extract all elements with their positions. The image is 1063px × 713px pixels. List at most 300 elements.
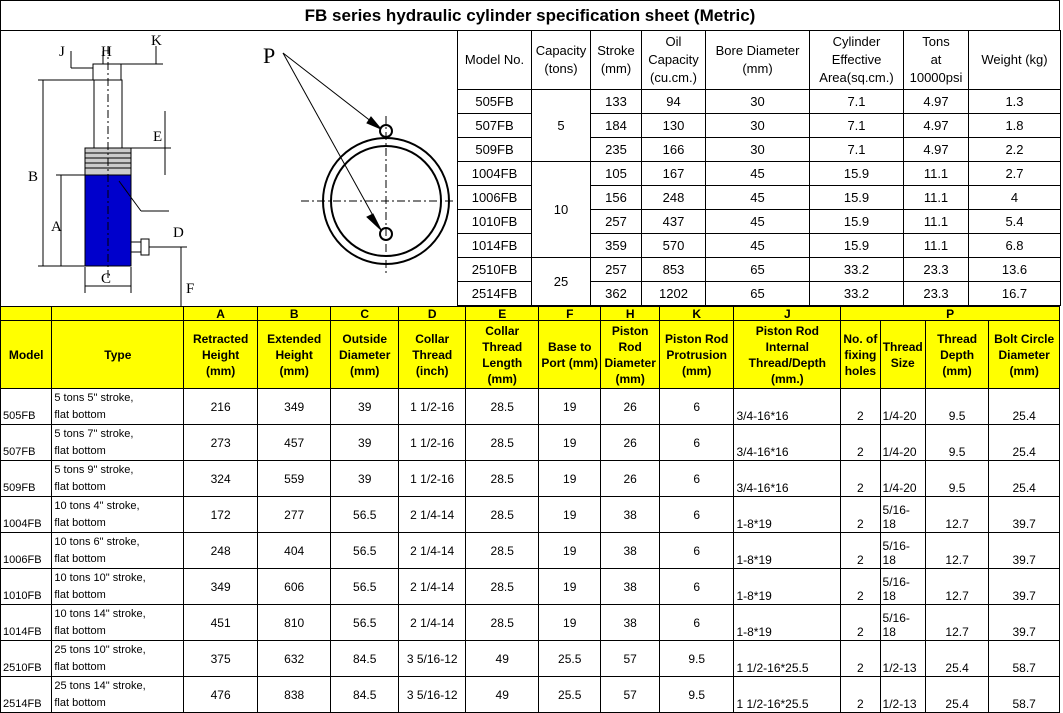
- header-line: Cylinder: [832, 34, 881, 49]
- header-line: Piston: [611, 323, 649, 338]
- header-line: Bolt Circle: [994, 331, 1055, 346]
- model-cell: 1014FB: [458, 234, 532, 258]
- header-line: Rod: [618, 339, 642, 354]
- thread-depth-cell: 1-8*19: [734, 497, 841, 533]
- model-cell: 507FB: [1, 425, 52, 461]
- fixing-holes-cell: 2: [841, 461, 880, 497]
- header-line: Extended: [267, 331, 322, 346]
- dim-a-cell: 451: [184, 605, 258, 641]
- dimension-letter: [52, 307, 184, 321]
- model-cell: 507FB: [458, 114, 532, 138]
- dim-b-cell: 349: [257, 389, 331, 425]
- bolt-circle-cell: 39.7: [989, 605, 1060, 641]
- header-line: Thread: [482, 339, 523, 354]
- model-cell: 2510FB: [1, 641, 52, 677]
- thread-depth-cell: 3/4-16*16: [734, 389, 841, 425]
- type-line: 5 tons 5" stroke,: [54, 391, 134, 404]
- header-line: Retracted: [192, 331, 249, 346]
- stroke-cell: 235: [591, 138, 642, 162]
- bolt-circle-cell: 58.7: [989, 677, 1060, 713]
- dimension-header: [880, 321, 925, 389]
- area-cell: 33.2: [810, 282, 904, 306]
- dim-c-cell: 56.5: [331, 533, 399, 569]
- thread-depth-cell: 1 1/2-16*25.5: [734, 641, 841, 677]
- dim-d-cell: 1 1/2-16: [398, 389, 466, 425]
- dim-h-cell: 26: [601, 425, 659, 461]
- model-cell: 2510FB: [458, 258, 532, 282]
- header-line: 10000psi: [909, 70, 963, 85]
- header-line: Height: [275, 347, 313, 362]
- thread-depth-mm-cell: 12.7: [925, 533, 988, 569]
- oil-cell: 166: [642, 138, 706, 162]
- type-line: flat bottom: [54, 588, 106, 601]
- label-h: H: [101, 44, 112, 60]
- dim-h-cell: 26: [601, 461, 659, 497]
- thread-size-cell: 1/4-20: [880, 461, 925, 497]
- header-line: Port (mm): [541, 355, 599, 370]
- dim-k-cell: 9.5: [659, 641, 734, 677]
- dim-d-cell: 2 1/4-14: [398, 605, 466, 641]
- table-row: [1, 641, 1060, 677]
- dim-b-cell: 606: [257, 569, 331, 605]
- tons-cell: 4.97: [904, 138, 969, 162]
- dim-f-cell: 25.5: [539, 641, 601, 677]
- dim-d-cell: 1 1/2-16: [398, 425, 466, 461]
- header-line: Diameter: [998, 347, 1050, 362]
- piston-top: [93, 64, 121, 80]
- type-line: flat bottom: [54, 444, 106, 457]
- header-line: (tons): [544, 61, 578, 76]
- table-row: [1, 389, 1060, 425]
- weight-cell: 13.6: [969, 258, 1061, 282]
- dim-d-cell: 1 1/2-16: [398, 461, 466, 497]
- bolt-circle-cell: 39.7: [989, 569, 1060, 605]
- spec-header: [532, 31, 591, 90]
- header-line: Diameter: [604, 355, 656, 370]
- spec-header: [810, 31, 904, 90]
- header-line: (mm): [279, 363, 309, 378]
- type-line: flat bottom: [54, 516, 106, 529]
- tons-cell: 4.97: [904, 90, 969, 114]
- weight-cell: 2.7: [969, 162, 1061, 186]
- stroke-cell: 257: [591, 258, 642, 282]
- type-line: 10 tons 6" stroke,: [54, 535, 140, 548]
- table-row: [458, 90, 1061, 114]
- cylinder-drawing: [0, 30, 458, 307]
- thread-size-cell: 5/16-18: [880, 497, 925, 533]
- type-cell: [52, 533, 184, 569]
- dim-k-cell: 6: [659, 461, 734, 497]
- stroke-cell: 156: [591, 186, 642, 210]
- bolt-circle-cell: 58.7: [989, 641, 1060, 677]
- dimension-header: [184, 321, 258, 389]
- model-cell: 2514FB: [1, 677, 52, 713]
- dim-c-cell: 56.5: [331, 497, 399, 533]
- stroke-cell: 133: [591, 90, 642, 114]
- oil-cell: 167: [642, 162, 706, 186]
- type-cell: [52, 569, 184, 605]
- label-b: B: [28, 169, 39, 185]
- thread-size-cell: 1/4-20: [880, 425, 925, 461]
- dim-c-cell: 39: [331, 425, 399, 461]
- capacity-cell: 25: [532, 258, 591, 306]
- thread-depth-mm-cell: 12.7: [925, 497, 988, 533]
- tons-cell: 11.1: [904, 186, 969, 210]
- header-line: Thread: [882, 339, 923, 354]
- oil-cell: 570: [642, 234, 706, 258]
- dimension-header: [1, 321, 52, 389]
- header-line: (mm): [350, 363, 380, 378]
- header-line: Weight (kg): [981, 52, 1048, 67]
- dim-d-cell: 2 1/4-14: [398, 497, 466, 533]
- dimension-header: [52, 321, 184, 389]
- bore-cell: 45: [706, 162, 810, 186]
- thread-depth-mm-cell: 9.5: [925, 461, 988, 497]
- dim-b-cell: 457: [257, 425, 331, 461]
- dim-c-cell: 84.5: [331, 677, 399, 713]
- thread-size-cell: 1/2-13: [880, 677, 925, 713]
- dimension-letter: J: [734, 307, 841, 321]
- header-line: (mm): [742, 61, 773, 76]
- oil-cell: 853: [642, 258, 706, 282]
- thread-size-cell: 1/2-13: [880, 641, 925, 677]
- model-cell: 2514FB: [458, 282, 532, 306]
- thread-depth-mm-cell: 25.4: [925, 677, 988, 713]
- dim-h-cell: 57: [601, 677, 659, 713]
- label-c: C: [101, 271, 112, 287]
- weight-cell: 16.7: [969, 282, 1061, 306]
- oil-cell: 248: [642, 186, 706, 210]
- stroke-cell: 184: [591, 114, 642, 138]
- dim-a-cell: 476: [184, 677, 258, 713]
- dim-a-cell: 216: [184, 389, 258, 425]
- model-cell: 1010FB: [458, 210, 532, 234]
- dim-e-cell: 28.5: [466, 389, 539, 425]
- type-line: flat bottom: [54, 696, 106, 709]
- header-line: Capacity: [535, 43, 587, 58]
- dim-b-cell: 838: [257, 677, 331, 713]
- label-k: K: [151, 33, 162, 49]
- side-view: [38, 46, 187, 306]
- dim-a-cell: 273: [184, 425, 258, 461]
- spec-header: [458, 31, 532, 90]
- weight-cell: 1.8: [969, 114, 1061, 138]
- thread-size-cell: 1/4-20: [880, 389, 925, 425]
- dim-h-cell: 57: [601, 641, 659, 677]
- dimension-header: [398, 321, 466, 389]
- dim-f-cell: 19: [539, 461, 601, 497]
- model-cell: 505FB: [1, 389, 52, 425]
- thread-depth-mm-cell: 9.5: [925, 389, 988, 425]
- thread-depth-cell: 1-8*19: [734, 569, 841, 605]
- label-e: E: [153, 129, 163, 145]
- bore-cell: 65: [706, 282, 810, 306]
- dim-k-cell: 9.5: [659, 677, 734, 713]
- model-cell: 505FB: [458, 90, 532, 114]
- header-line: Stroke: [597, 43, 635, 58]
- area-cell: 15.9: [810, 162, 904, 186]
- header-line: Thread: [412, 347, 453, 362]
- area-cell: 15.9: [810, 186, 904, 210]
- dim-f-cell: 19: [539, 425, 601, 461]
- dim-d-cell: 3 5/16-12: [398, 677, 466, 713]
- tons-cell: 11.1: [904, 234, 969, 258]
- header-line: (cu.cm.): [650, 70, 697, 85]
- dim-c-cell: 84.5: [331, 641, 399, 677]
- dimension-letter: D: [398, 307, 466, 321]
- header-line: Thread: [937, 331, 978, 346]
- dim-a-cell: 324: [184, 461, 258, 497]
- header-line: at: [930, 52, 942, 67]
- capacity-cell: 5: [532, 90, 591, 162]
- dim-e-cell: 49: [466, 641, 539, 677]
- header-line: Model: [8, 347, 44, 362]
- fixing-holes-cell: 2: [841, 677, 880, 713]
- model-cell: 1006FB: [1, 533, 52, 569]
- spec-header: [591, 31, 642, 90]
- spec-table: [457, 30, 1061, 306]
- dimension-header: [257, 321, 331, 389]
- header-line: Length: [482, 355, 523, 370]
- thread-depth-mm-cell: 25.4: [925, 641, 988, 677]
- header-line: Piston Rod: [665, 331, 729, 346]
- thread-depth-cell: 1-8*19: [734, 533, 841, 569]
- type-cell: [52, 425, 184, 461]
- fixing-holes-cell: 2: [841, 389, 880, 425]
- weight-cell: 1.3: [969, 90, 1061, 114]
- model-cell: 1004FB: [458, 162, 532, 186]
- header-line: Oil: [665, 34, 682, 49]
- label-p: P: [263, 43, 276, 68]
- type-line: flat bottom: [54, 408, 106, 421]
- capacity-cell: 10: [532, 162, 591, 258]
- header-line: Collar: [485, 323, 520, 338]
- dimension-header: [331, 321, 399, 389]
- thread-size-cell: 5/16-18: [880, 569, 925, 605]
- dim-b-cell: 559: [257, 461, 331, 497]
- header-line: Base to: [548, 339, 592, 354]
- dimension-letter: K: [659, 307, 734, 321]
- header-line: (mm.): [771, 371, 804, 386]
- fixing-holes-cell: 2: [841, 425, 880, 461]
- dim-e-cell: 28.5: [466, 497, 539, 533]
- dim-k-cell: 6: [659, 533, 734, 569]
- dim-k-cell: 6: [659, 497, 734, 533]
- tons-cell: 23.3: [904, 282, 969, 306]
- dim-f-cell: 19: [539, 569, 601, 605]
- dimension-header: [734, 321, 841, 389]
- type-cell: [52, 641, 184, 677]
- tons-cell: 11.1: [904, 210, 969, 234]
- dimension-header: [466, 321, 539, 389]
- header-line: Collar: [415, 331, 450, 346]
- bore-cell: 30: [706, 114, 810, 138]
- model-cell: 1010FB: [1, 569, 52, 605]
- dimension-letter: C: [331, 307, 399, 321]
- dim-e-cell: 28.5: [466, 461, 539, 497]
- table-row: [458, 258, 1061, 282]
- fixing-holes-cell: 2: [841, 569, 880, 605]
- table-row: [458, 162, 1061, 186]
- dim-k-cell: 6: [659, 425, 734, 461]
- bore-cell: 45: [706, 210, 810, 234]
- header-line: (inch): [415, 363, 449, 378]
- type-line: 10 tons 14" stroke,: [54, 607, 146, 620]
- bore-cell: 65: [706, 258, 810, 282]
- area-cell: 33.2: [810, 258, 904, 282]
- dim-b-cell: 277: [257, 497, 331, 533]
- dim-e-cell: 28.5: [466, 605, 539, 641]
- type-line: 10 tons 4" stroke,: [54, 499, 140, 512]
- dim-f-cell: 19: [539, 389, 601, 425]
- stroke-cell: 105: [591, 162, 642, 186]
- spec-header: [706, 31, 810, 90]
- dim-c-cell: 39: [331, 461, 399, 497]
- weight-cell: 5.4: [969, 210, 1061, 234]
- dim-h-cell: 38: [601, 569, 659, 605]
- dimension-letter: F: [539, 307, 601, 321]
- type-line: flat bottom: [54, 624, 106, 637]
- dimension-letter: H: [601, 307, 659, 321]
- header-line: Diameter: [339, 347, 391, 362]
- bore-cell: 30: [706, 90, 810, 114]
- header-line: Area(sq.cm.): [819, 70, 894, 85]
- spec-header: [904, 31, 969, 90]
- spec-header: [969, 31, 1061, 90]
- tons-cell: 23.3: [904, 258, 969, 282]
- header-line: Piston Rod: [755, 323, 820, 338]
- fixing-holes-cell: 2: [841, 497, 880, 533]
- dim-e-cell: 28.5: [466, 533, 539, 569]
- dim-c-cell: 56.5: [331, 569, 399, 605]
- label-d: D: [173, 225, 184, 241]
- type-line: flat bottom: [54, 480, 106, 493]
- thread-depth-mm-cell: 9.5: [925, 425, 988, 461]
- header-line: (mm): [682, 363, 712, 378]
- type-line: 5 tons 7" stroke,: [54, 427, 134, 440]
- header-line: Internal: [765, 339, 810, 354]
- dimension-letter: B: [257, 307, 331, 321]
- weight-cell: 4: [969, 186, 1061, 210]
- type-cell: [52, 461, 184, 497]
- header-line: No. of: [843, 331, 878, 346]
- thread-size-cell: 5/16-18: [880, 605, 925, 641]
- dim-f-cell: 25.5: [539, 677, 601, 713]
- area-cell: 7.1: [810, 138, 904, 162]
- oil-cell: 437: [642, 210, 706, 234]
- dimension-header: [601, 321, 659, 389]
- bolt-circle-cell: 25.4: [989, 425, 1060, 461]
- stroke-cell: 362: [591, 282, 642, 306]
- dim-k-cell: 6: [659, 389, 734, 425]
- table-row: [1, 425, 1060, 461]
- header-line: (mm): [205, 363, 236, 378]
- cylinder-diagram: [1, 31, 457, 306]
- header-line: fixing: [844, 347, 877, 362]
- type-cell: [52, 497, 184, 533]
- dim-h-cell: 38: [601, 533, 659, 569]
- oil-cell: 1202: [642, 282, 706, 306]
- header-line: Depth: [940, 347, 975, 362]
- thread-depth-cell: 1-8*19: [734, 605, 841, 641]
- dim-c-cell: 39: [331, 389, 399, 425]
- dim-h-cell: 38: [601, 497, 659, 533]
- dim-f-cell: 19: [539, 605, 601, 641]
- header-line: Tons: [922, 34, 950, 49]
- dim-d-cell: 2 1/4-14: [398, 569, 466, 605]
- label-f: F: [186, 281, 195, 297]
- type-cell: [52, 605, 184, 641]
- fixing-holes-cell: 2: [841, 605, 880, 641]
- dimension-header: [539, 321, 601, 389]
- dim-a-cell: 375: [184, 641, 258, 677]
- dim-k-cell: 6: [659, 569, 734, 605]
- model-cell: 509FB: [1, 461, 52, 497]
- table-row: [1, 569, 1060, 605]
- table-row: [1, 533, 1060, 569]
- area-cell: 15.9: [810, 210, 904, 234]
- dimension-letter: A: [184, 307, 258, 321]
- thread-depth-mm-cell: 12.7: [925, 605, 988, 641]
- bore-cell: 45: [706, 234, 810, 258]
- type-line: 25 tons 10" stroke,: [54, 643, 146, 656]
- bolt-circle-cell: 25.4: [989, 461, 1060, 497]
- dim-e-cell: 28.5: [466, 425, 539, 461]
- dimension-letter: [1, 307, 52, 321]
- type-cell: [52, 389, 184, 425]
- tons-cell: 11.1: [904, 162, 969, 186]
- dim-b-cell: 404: [257, 533, 331, 569]
- dim-b-cell: 632: [257, 641, 331, 677]
- dimension-header: [841, 321, 880, 389]
- header-line: Protrusion: [666, 347, 728, 362]
- oil-cell: 94: [642, 90, 706, 114]
- sheet-title: FB series hydraulic cylinder specification sheet (Metric): [0, 0, 1060, 31]
- header-line: Height: [201, 347, 240, 362]
- bolt-circle-cell: 25.4: [989, 389, 1060, 425]
- header-line: Size: [890, 355, 915, 370]
- dim-c-cell: 56.5: [331, 605, 399, 641]
- dim-f-cell: 19: [539, 497, 601, 533]
- dimension-header: [989, 321, 1060, 389]
- tons-cell: 4.97: [904, 114, 969, 138]
- bolt-circle-cell: 39.7: [989, 533, 1060, 569]
- model-cell: 509FB: [458, 138, 532, 162]
- thread-depth-cell: 1 1/2-16*25.5: [734, 677, 841, 713]
- table-row: [1, 605, 1060, 641]
- header-line: Outside: [342, 331, 388, 346]
- dimension-header: [659, 321, 734, 389]
- header-line: Effective: [831, 52, 882, 67]
- table-row: [1, 497, 1060, 533]
- fixing-holes-cell: 2: [841, 641, 880, 677]
- stroke-cell: 257: [591, 210, 642, 234]
- dim-a-cell: 349: [184, 569, 258, 605]
- oil-cell: 130: [642, 114, 706, 138]
- dimension-table: [0, 306, 1060, 713]
- model-cell: 1004FB: [1, 497, 52, 533]
- spec-header: [642, 31, 706, 90]
- bore-cell: 45: [706, 186, 810, 210]
- thread-size-cell: 5/16-18: [880, 533, 925, 569]
- dim-h-cell: 26: [601, 389, 659, 425]
- header-line: (mm): [615, 371, 645, 386]
- area-cell: 15.9: [810, 234, 904, 258]
- label-j: J: [59, 44, 65, 60]
- dim-f-cell: 19: [539, 533, 601, 569]
- dimension-letter: P: [841, 307, 1060, 321]
- type-line: 10 tons 10" stroke,: [54, 571, 146, 584]
